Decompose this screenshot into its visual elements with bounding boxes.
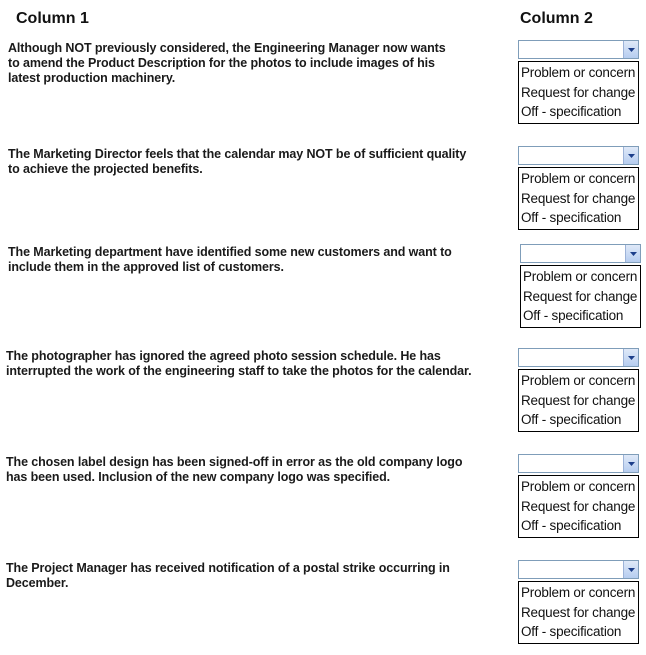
question-text — [6, 349, 511, 379]
question-text-line: The Marketing department have identified some new customers and want to — [8, 245, 452, 259]
answer-select[interactable] — [518, 560, 639, 579]
chevron-down-icon[interactable] — [623, 147, 638, 164]
chevron-down-icon[interactable] — [623, 561, 638, 578]
option-item[interactable]: Off - specification — [521, 104, 622, 119]
option-item[interactable]: Request for change — [521, 392, 636, 408]
answer-select[interactable] — [518, 40, 639, 59]
question-text-line: The Marketing Director feels that the calendar may NOT be of sufficient quality — [8, 147, 467, 161]
option-item[interactable]: Off - specification — [521, 518, 622, 533]
chevron-down-icon[interactable] — [623, 349, 638, 366]
answer-dropdown — [518, 348, 639, 432]
column-1-header: Column 1 — [16, 10, 89, 27]
option-item[interactable]: Request for change — [523, 288, 638, 304]
question-text-line: has been used. Inclusion of the new company logo was specified. — [6, 470, 391, 484]
chevron-down-icon[interactable] — [623, 41, 638, 58]
option-item[interactable]: Off - specification — [523, 308, 624, 323]
option-item[interactable]: Problem or concern — [521, 65, 636, 80]
answer-select[interactable] — [518, 348, 639, 367]
answer-dropdown — [518, 560, 639, 644]
question-text-line: The chosen label design has been signed-off in error as the old company logo — [6, 455, 463, 469]
option-item[interactable]: Request for change — [521, 604, 636, 620]
question-text-line: The Project Manager has received notification of a postal strike occurring in December. — [6, 561, 450, 590]
question-text-line: Although NOT previously considered, the Engineering Manager now wants — [8, 41, 446, 55]
options-list — [518, 167, 639, 230]
answer-dropdown — [518, 40, 639, 124]
answer-dropdown — [520, 244, 641, 328]
column-2-header: Column 2 — [520, 10, 593, 27]
chevron-down-icon[interactable] — [623, 455, 638, 472]
options-list — [520, 265, 641, 328]
option-item[interactable]: Problem or concern — [521, 479, 636, 494]
option-item[interactable]: Request for change — [521, 498, 636, 514]
question-text-line: The photographer has ignored the agreed photo session schedule. He has — [6, 349, 441, 363]
chevron-down-icon[interactable] — [625, 245, 640, 262]
options-list — [518, 61, 639, 124]
option-item[interactable]: Request for change — [521, 190, 636, 206]
question-text — [8, 147, 513, 177]
option-item[interactable]: Off - specification — [521, 624, 622, 639]
answer-dropdown — [518, 454, 639, 538]
question-text — [8, 41, 513, 86]
question-text-line: include them in the approved list of customers. — [8, 260, 284, 274]
answer-select[interactable] — [518, 454, 639, 473]
question-text — [6, 561, 511, 591]
option-item[interactable]: Off - specification — [521, 412, 622, 427]
question-text-line: interrupted the work of the engineering staff to take the photos for the calendar. — [6, 364, 472, 378]
option-item[interactable]: Problem or concern — [521, 171, 636, 186]
options-list — [518, 475, 639, 538]
option-item[interactable]: Off - specification — [521, 210, 622, 225]
answer-select[interactable] — [520, 244, 641, 263]
option-item[interactable]: Request for change — [521, 84, 636, 100]
option-item[interactable]: Problem or concern — [521, 585, 636, 600]
option-item[interactable]: Problem or concern — [521, 373, 636, 388]
answer-dropdown — [518, 146, 639, 230]
answer-select[interactable] — [518, 146, 639, 165]
question-text-line: to amend the Product Description for the photos to include images of his — [8, 56, 435, 70]
option-item[interactable]: Problem or concern — [523, 269, 638, 284]
options-list — [518, 369, 639, 432]
question-text-line: to achieve the projected benefits. — [8, 162, 203, 176]
question-text — [8, 245, 513, 275]
options-list — [518, 581, 639, 644]
question-text — [6, 455, 511, 485]
question-text-line: latest production machinery. — [8, 71, 176, 85]
